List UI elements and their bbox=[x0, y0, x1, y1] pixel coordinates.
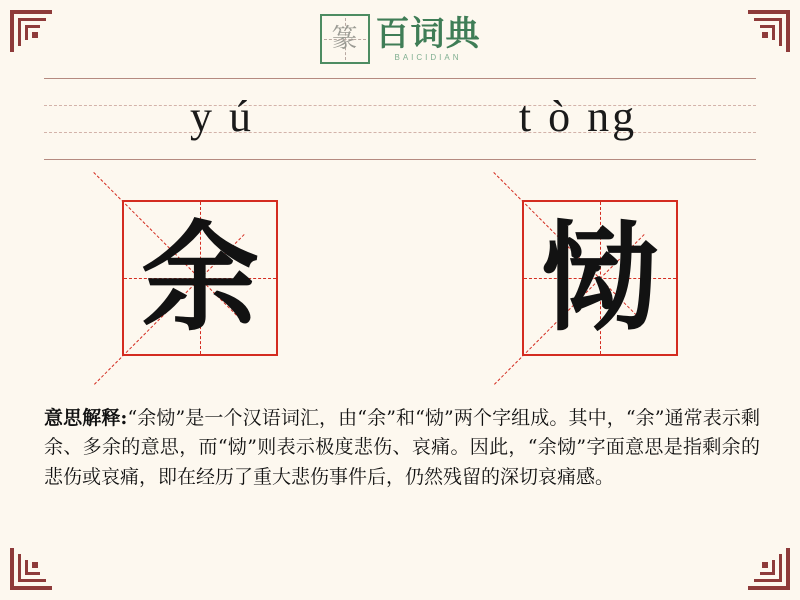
logo-mark-glyph: 篆 bbox=[331, 24, 358, 54]
logo-name-cn: 百词典 bbox=[375, 13, 481, 54]
corner-ornament-bottom-right bbox=[746, 546, 792, 592]
pinyin-first: y ú bbox=[190, 91, 254, 141]
site-logo[interactable] bbox=[0, 10, 800, 68]
seal-square-icon bbox=[320, 14, 370, 64]
pinyin-row bbox=[44, 78, 756, 160]
logo-name-en: BAICIDIAN bbox=[394, 52, 462, 62]
corner-ornament-bottom-left bbox=[8, 546, 54, 592]
character-cell-second bbox=[400, 200, 800, 356]
logo-group[interactable] bbox=[320, 14, 481, 64]
pinyin-second: t ò ng bbox=[518, 91, 638, 141]
hanzi-second: 恸 bbox=[540, 209, 659, 347]
character-cell-first bbox=[0, 200, 400, 356]
tianzige-grid-second bbox=[522, 200, 678, 356]
tianzige-grid-first bbox=[122, 200, 278, 356]
character-grid-row bbox=[0, 200, 800, 356]
logo-text-group bbox=[375, 13, 481, 62]
hanzi-first: 余 bbox=[140, 209, 259, 347]
explanation-label: 意思解释: bbox=[44, 407, 128, 429]
explanation-paragraph bbox=[44, 404, 760, 492]
pinyin-four-line-staff bbox=[44, 78, 756, 160]
explanation-body: “余恸”是一个汉语词汇，由“余”和“恸”两个字组成。其中，“余”通常表示剩余、多余的意思，而“恸”则表示极度悲伤、哀痛。因此，“余恸”字面意思是指剩余的悲伤或哀痛，即在经历了重大悲伤事件后，仍然残留的深切哀痛感。 bbox=[44, 407, 761, 488]
